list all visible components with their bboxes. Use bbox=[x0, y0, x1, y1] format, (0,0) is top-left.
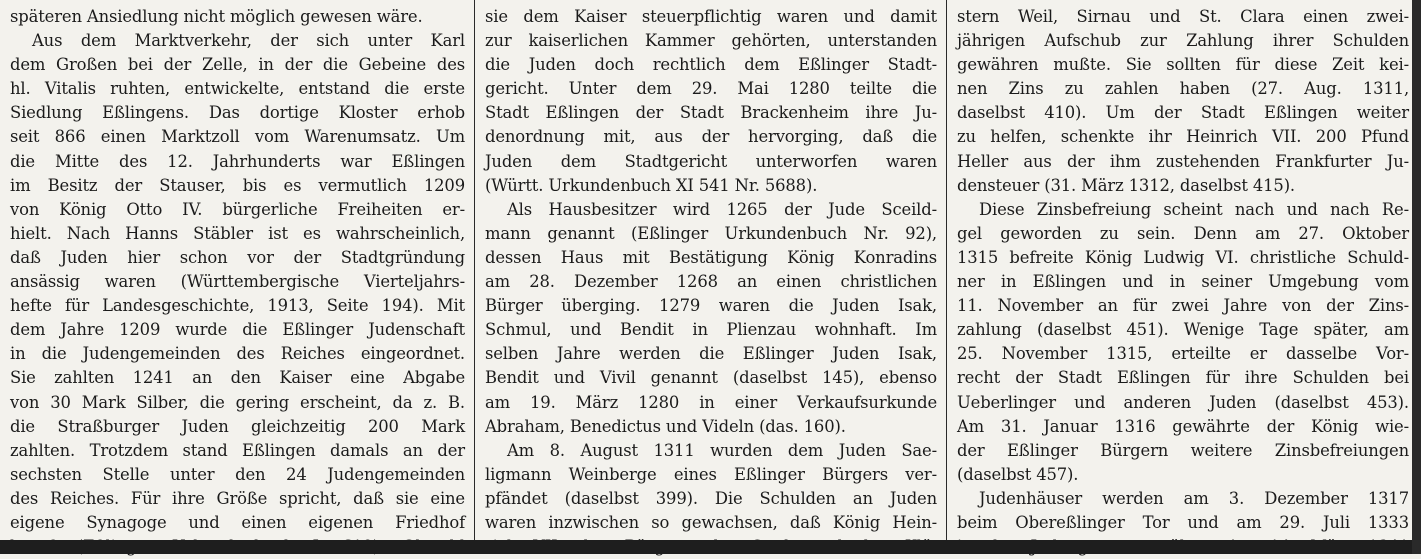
text-line: die Mitte des 12. Jahrhunderts war Eßlingen bbox=[10, 151, 465, 171]
text-line: ligmann Weinberge eines Eßlinger Bürgers ver- bbox=[485, 464, 937, 484]
text-line: sechsten Stelle unter den 24 Judengemeinden bbox=[10, 464, 465, 484]
text-line: Juden dem Stadtgericht unterworfen waren bbox=[485, 151, 937, 171]
text-line: Sie zahlten 1241 an den Kaiser eine Abgabe bbox=[10, 368, 465, 388]
text-line: Schmul, und Bendit in Plienzau wohnhaft. Im bbox=[485, 320, 937, 340]
text-line: beim Obereßlinger Tor und am 29. Juli 1333 bbox=[957, 512, 1409, 532]
text-line: Siedlung Eßlingens. Das dortige Kloster erhob bbox=[10, 103, 465, 123]
text-line: hefte für Landesgeschichte, 1913, Seite 194). Mit bbox=[10, 296, 465, 316]
text-line: Heller aus der ihm zustehenden Frankfurter Ju- bbox=[957, 151, 1409, 171]
text-line: am 28. Dezember 1268 an einen christlichen bbox=[485, 272, 937, 292]
text-column-2 bbox=[485, 5, 937, 535]
text-line: 25. November 1315, erteilte er dasselbe Vor- bbox=[957, 344, 1409, 364]
text-line: stern Weil, Sirnau und St. Clara einen zwei- bbox=[957, 7, 1409, 26]
text-line: waren inzwischen so gewachsen, daß König Hein- bbox=[485, 512, 937, 532]
text-line: (daselbst 457). bbox=[957, 464, 1079, 484]
column-rule bbox=[946, 0, 947, 540]
text-line: späteren Ansiedlung nicht möglich gewesen wäre. bbox=[10, 7, 423, 26]
text-line: gewähren mußte. Sie sollten für diese Zeit kei- bbox=[957, 55, 1409, 75]
text-line: jährigen Aufschub zur Zahlung ihrer Schulden bbox=[957, 31, 1409, 51]
text-line: die Straßburger Juden gleichzeitig 200 Mark bbox=[10, 416, 465, 436]
text-line: Stadt Eßlingen der Stadt Brackenheim ihre Ju- bbox=[485, 103, 937, 123]
text-line: des Reiches. Für ihre Größe spricht, daß sie eine bbox=[10, 488, 465, 508]
text-line: Aus dem Marktverkehr, der sich unter Karl bbox=[32, 31, 465, 51]
text-line: von König Otto IV. bürgerliche Freiheiten er- bbox=[10, 199, 465, 219]
text-line: densteuer (31. März 1312, daselbst 415). bbox=[957, 175, 1295, 195]
text-line: Abraham, Benedictus und Videln (das. 160). bbox=[485, 416, 846, 436]
text-line: die Juden doch rechtlich dem Eßlinger Stadt- bbox=[485, 55, 937, 75]
text-line: mann genannt (Eßlinger Urkundenbuch Nr. 92), bbox=[485, 223, 937, 243]
text-line: zahlten. Trotzdem stand Eßlingen damals an der bbox=[10, 440, 465, 460]
text-line: am 19. März 1280 in einer Verkaufsurkunde bbox=[485, 392, 937, 412]
scan-bottom-edge bbox=[0, 540, 1421, 554]
text-line: von 30 Mark Silber, die gering erscheint, da z. B. bbox=[10, 392, 465, 412]
scan-right-edge bbox=[1412, 0, 1421, 554]
text-line: in die Judengemeinden des Reiches eingeordnet. bbox=[10, 344, 465, 364]
text-line: zahlung (daselbst 451). Wenige Tage später, am bbox=[957, 320, 1409, 340]
text-line: recht der Stadt Eßlingen für ihre Schulden bei bbox=[957, 368, 1409, 388]
text-line: Ueberlinger und anderen Juden (daselbst 453). bbox=[957, 392, 1409, 412]
text-line: gel geworden zu sein. Denn am 27. Oktober bbox=[957, 223, 1409, 243]
text-line: zur kaiserlichen Kammer gehörten, unterstanden bbox=[485, 31, 937, 51]
text-column-3 bbox=[957, 5, 1409, 535]
text-line: denordnung mit, aus der hervorging, daß die bbox=[485, 127, 937, 147]
text-line: sie dem Kaiser steuerpflichtig waren und damit bbox=[485, 7, 937, 26]
column-rule bbox=[474, 0, 475, 540]
text-line: dessen Haus mit Bestätigung König Konradins bbox=[485, 247, 937, 267]
text-line: pfändet (daselbst 399). Die Schulden an Juden bbox=[485, 488, 937, 508]
text-line: hielt. Nach Hanns Stäbler ist es wahrscheinlich, bbox=[10, 223, 465, 243]
text-line: nen Zins zu zahlen haben (27. Aug. 1311, bbox=[957, 79, 1409, 99]
text-line: dem Großen bei der Zelle, in der die Gebeine des bbox=[10, 55, 465, 75]
text-line: seit 866 einen Marktzoll vom Warenumsatz. Um bbox=[10, 127, 465, 147]
text-line: Judenhäuser werden am 3. Dezember 1317 bbox=[979, 488, 1409, 508]
text-line: daselbst 410). Um der Stadt Eßlingen weiter bbox=[957, 103, 1409, 123]
text-line: ansässig waren (Württembergische Vierteljahrs- bbox=[10, 272, 465, 292]
text-line: ner in Eßlingen und in seiner Umgebung vom bbox=[957, 272, 1409, 292]
text-line: gericht. Unter dem 29. Mai 1280 teilte die bbox=[485, 79, 937, 99]
text-line: zu helfen, schenkte ihr Heinrich VII. 200 Pfund bbox=[957, 127, 1409, 147]
text-line: dem Jahre 1209 wurde die Eßlinger Judenschaft bbox=[10, 320, 465, 340]
text-line: (Württ. Urkundenbuch XI 541 Nr. 5688). bbox=[485, 175, 818, 195]
text-line: der Eßlinger Bürgern weitere Zinsbefreiungen bbox=[957, 440, 1409, 460]
text-line: selben Jahre werden die Eßlinger Juden Isak, bbox=[485, 344, 937, 364]
text-line: 11. November an für zwei Jahre von der Zins- bbox=[957, 296, 1409, 316]
text-column-1 bbox=[10, 5, 465, 535]
text-line: Als Hausbesitzer wird 1265 der Jude Sceild- bbox=[507, 199, 937, 219]
text-line: Am 31. Januar 1316 gewährte der König wie- bbox=[957, 416, 1409, 436]
text-line: im Besitz der Stauser, bis es vermutlich 1209 bbox=[10, 175, 465, 195]
text-line: Diese Zinsbefreiung scheint nach und nach Re- bbox=[979, 199, 1409, 219]
text-line: hl. Vitalis ruhten, entwickelte, entstand die erste bbox=[10, 79, 465, 99]
text-line: Bendit und Vivil genannt (daselbst 145), ebenso bbox=[485, 368, 937, 388]
text-line: Bürger überging. 1279 waren die Juden Isak, bbox=[485, 296, 937, 316]
text-line: 1315 befreite König Ludwig VI. christliche Schuld- bbox=[957, 247, 1409, 267]
text-line: daß Juden hier schon vor der Stadtgründung bbox=[10, 247, 465, 267]
text-line: eigene Synagoge und einen eigenen Friedhof bbox=[10, 512, 465, 532]
text-line: Am 8. August 1311 wurden dem Juden Sae- bbox=[507, 440, 937, 460]
